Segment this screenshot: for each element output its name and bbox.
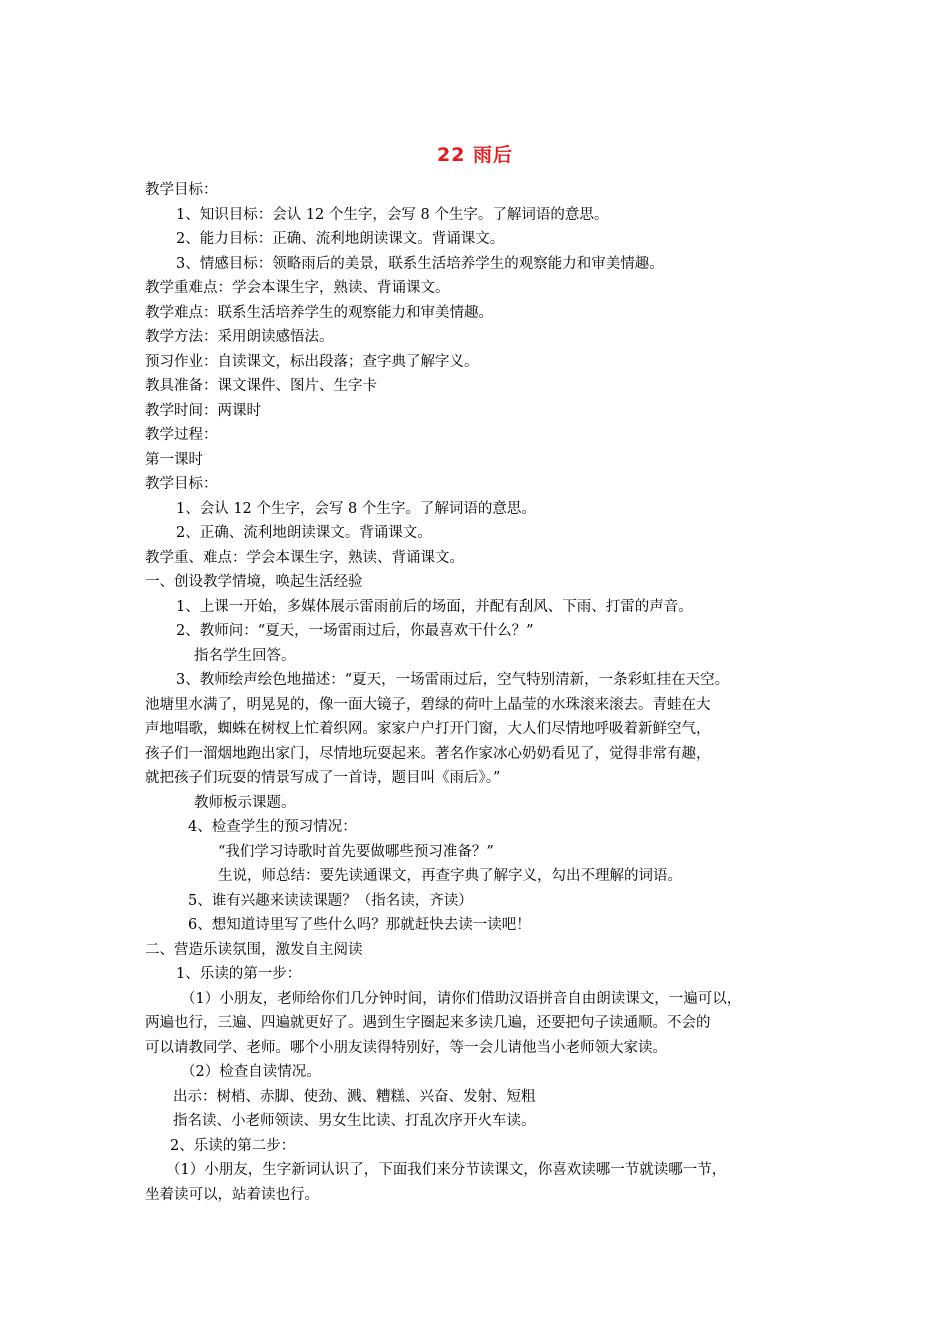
step-item: 2、教师问：“夏天，一场雷雨过后，你最喜欢干什么？” xyxy=(176,623,534,639)
paragraph-line: 声地唱歌，蜘蛛在树杈上忙着织网。家家户户打开门窗，大人们尽情地呼吸着新鲜空气， xyxy=(145,721,711,737)
section-heading: 二、营造乐读氛围，激发自主阅读 xyxy=(145,941,363,958)
step-item: 4、检查学生的预习情况： xyxy=(188,819,357,835)
step-item: 1、乐读的第一步： xyxy=(176,966,302,982)
info-line: 预习作业：自读课文，标出段落；查字典了解字义。 xyxy=(145,353,479,370)
objective-item: 2、正确、流利地朗读课文。背诵课文。 xyxy=(176,525,432,541)
step-item: 5、谁有兴趣来读读课题？（指名读，齐读） xyxy=(188,892,473,909)
document-title: 22 雨后 xyxy=(436,144,514,166)
sub-step-item: （1）小朋友，生字新词认识了，下面我们来分节读课文，你喜欢读哪一节就读哪一节， xyxy=(166,1162,727,1178)
step-item: 2、乐读的第二步： xyxy=(170,1137,296,1154)
paragraph-line: 两遍也行，三遍、四遍就更好了。遇到生字圈起来多读几遍，还要把句子读通顺。不会的 xyxy=(145,1015,711,1031)
info-line: 教学重、难点：学会本课生字，熟读、背诵课文。 xyxy=(145,549,464,566)
paragraph-line: 池塘里水满了，明晃晃的，像一面大镜子，碧绿的荷叶上晶莹的水珠滚来滚去。青蛙在大 xyxy=(145,696,711,713)
info-line: 教学时间：两课时 xyxy=(145,402,261,419)
section-heading: 第一课时 xyxy=(145,451,203,468)
objective-item: 3、情感目标：领略雨后的美景，联系生活培养学生的观察能力和审美情趣。 xyxy=(176,255,664,272)
section-heading: 教学目标： xyxy=(145,476,218,492)
section-heading: 教学目标： xyxy=(145,182,218,198)
step-note: 生说，师总结：要先读通课文，再查字典了解字义，勾出不理解的词语。 xyxy=(218,868,682,884)
info-line: 教学方法：采用朗读感悟法。 xyxy=(145,329,334,345)
step-note: 指名学生回答。 xyxy=(194,647,296,664)
word-list: 出示：树梢、赤脚、使劲、溅、糟糕、兴奋、发射、短粗 xyxy=(173,1088,536,1105)
info-line: 教学难点：联系生活培养学生的观察能力和审美情趣。 xyxy=(145,304,493,321)
step-item: 1、上课一开始，多媒体展示雷雨前后的场面，并配有刮风、下雨、打雷的声音。 xyxy=(176,598,693,615)
step-item: 3、教师绘声绘色地描述：“夏天，一场雷雨过后，空气特别清新，一条彩虹挂在天空。 xyxy=(176,672,730,688)
paragraph-line: 坐着读可以，站着读也行。 xyxy=(145,1186,319,1203)
section-heading: 一、创设教学情境，唤起生活经验 xyxy=(145,574,363,590)
objective-item: 1、知识目标：会认 12 个生字，会写 8 个生字。了解词语的意思。 xyxy=(176,206,609,223)
paragraph-line: 就把孩子们玩耍的情景写成了一首诗，题目叫《雨后》。” xyxy=(145,770,501,786)
document-body xyxy=(145,178,805,1207)
paragraph-line: 孩子们一溜烟地跑出家门，尽情地玩耍起来。著名作家冰心奶奶看见了，觉得非常有趣， xyxy=(145,745,711,762)
step-item: 6、想知道诗里写了些什么吗？那就赶快去读一读吧！ xyxy=(188,917,531,933)
info-line: 教具准备：课文课件、图片、生字卡 xyxy=(145,378,377,394)
objective-item: 1、会认 12 个生字，会写 8 个生字。了解词语的意思。 xyxy=(176,500,536,517)
sub-step-item: （2）检查自读情况。 xyxy=(181,1064,321,1080)
info-line: 教学重难点：学会本课生字，熟读、背诵课文。 xyxy=(145,280,450,296)
step-note: 指名读、小老师领读、男女生比读、打乱次序开火车读。 xyxy=(173,1113,536,1129)
sub-step-item: （1）小朋友，老师给你们几分钟时间，请你们借助汉语拼音自由朗读课文，一遍可以， xyxy=(181,990,742,1007)
step-note: 教师板示课题。 xyxy=(194,794,296,811)
section-heading: 教学过程： xyxy=(145,427,218,443)
step-note: “我们学习诗歌时首先要做哪些预习准备？” xyxy=(218,843,494,860)
paragraph-line: 可以请教同学、老师。哪个小朋友读得特别好，等一会儿请他当小老师领大家读。 xyxy=(145,1039,667,1056)
objective-item: 2、能力目标：正确、流利地朗读课文。背诵课文。 xyxy=(176,231,505,247)
